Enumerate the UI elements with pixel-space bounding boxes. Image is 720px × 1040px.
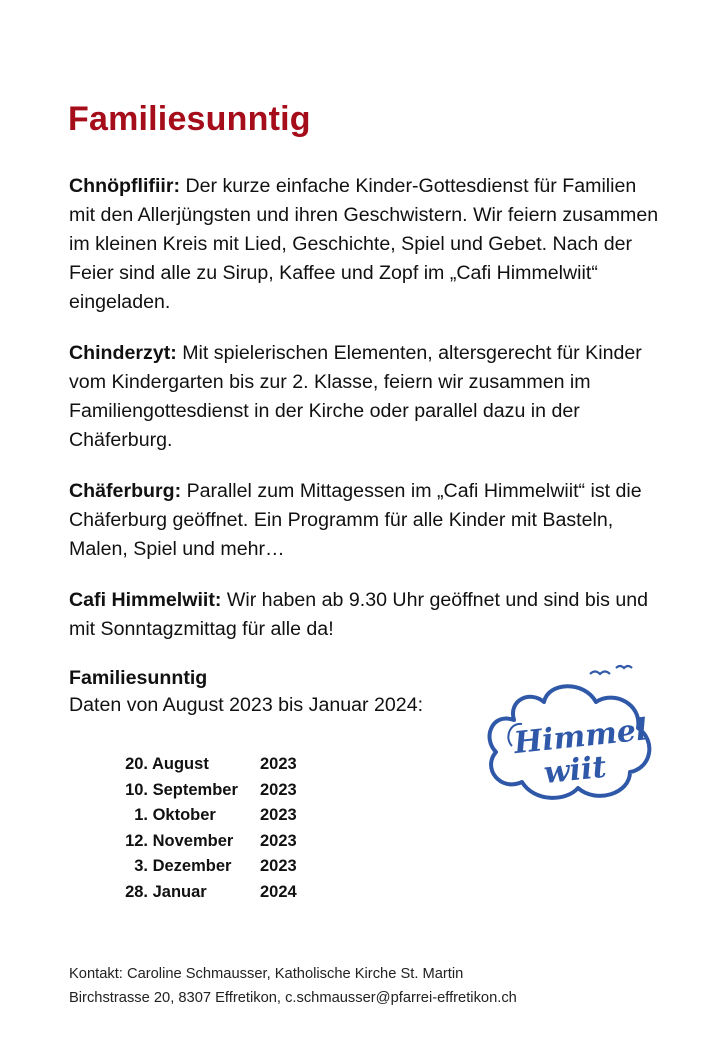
logo-text-himmel: Himmel xyxy=(512,712,649,762)
himmelwiit-logo xyxy=(474,660,658,810)
section-term: Chäferburg: xyxy=(69,480,182,502)
date-day: 28. xyxy=(125,882,148,901)
date-day: 10. xyxy=(125,780,148,799)
date-list xyxy=(112,752,297,905)
date-month: Januar xyxy=(152,882,207,901)
date-month: August xyxy=(151,755,209,774)
section-chnoepflifiir xyxy=(69,172,659,317)
section-chaeferburg xyxy=(69,477,659,564)
schedule-title: Familiesunntig xyxy=(69,667,208,689)
page-title: Familiesunntig xyxy=(68,100,311,138)
date-row xyxy=(112,803,297,829)
section-term: Chinderzyt: xyxy=(69,342,177,364)
section-text: Parallel zum Mittagessen im „Cafi Himmelwiit“ ist die Chäferburg geöffnet. Ein Programm für alle Kinder mit Basteln, Malen, Spiel und mehr… xyxy=(69,480,642,560)
bird-icon xyxy=(616,666,632,668)
date-row xyxy=(112,880,297,906)
contact-line-2: Birchstrasse 20, 8307 Effretikon, c.schmausser@pfarrei-effretikon.ch xyxy=(69,990,517,1006)
date-day: 12. xyxy=(125,831,148,850)
section-term: Cafi Himmelwiit: xyxy=(69,589,222,611)
date-year: 2023 xyxy=(260,857,297,876)
schedule-heading xyxy=(69,665,423,719)
date-month: Oktober xyxy=(152,806,216,825)
date-row xyxy=(112,752,297,778)
section-text: Mit spielerischen Elementen, altersgerecht für Kinder vom Kindergarten bis zur 2. Klasse, feiern wir zusammen im Familiengottesdienst in der Kirche oder parallel dazu in der Chäferburg. xyxy=(69,342,642,451)
date-day: 3. xyxy=(134,857,148,876)
section-cafi-himmelwiit xyxy=(69,586,659,644)
schedule-subtitle: Daten von August 2023 bis Januar 2024: xyxy=(69,694,424,716)
date-row xyxy=(112,854,297,880)
date-year: 2023 xyxy=(260,806,297,825)
logo-text-wiit: wiit xyxy=(542,749,608,792)
date-year: 2023 xyxy=(260,780,297,799)
bird-icon xyxy=(590,672,610,675)
section-term: Chnöpflifiir: xyxy=(69,175,180,197)
date-month: Dezember xyxy=(152,857,232,876)
contact-info xyxy=(69,962,517,1010)
date-row xyxy=(112,829,297,855)
date-month: November xyxy=(152,831,234,850)
section-chinderzyt xyxy=(69,339,659,455)
contact-line-1: Kontakt: Caroline Schmausser, Katholische Kirche St. Martin xyxy=(69,966,464,982)
date-month: September xyxy=(152,780,238,799)
section-text: Der kurze einfache Kinder-Gottesdienst für Familien mit den Allerjüngsten und ihren Geschwistern. Wir feiern zusammen im kleinen Kreis mit Lied, Geschichte, Spiel und Gebet. Nach der Feier sind alle zu Sirup, Kaffee und Zopf im „Cafi Himmelwiit“ eingeladen. xyxy=(69,175,659,313)
date-year: 2024 xyxy=(260,882,297,901)
date-year: 2023 xyxy=(260,831,297,850)
date-year: 2023 xyxy=(260,755,297,774)
section-text: Wir haben ab 9.30 Uhr geöffnet und sind bis und mit Sonntagzmittag für alle da! xyxy=(69,589,649,640)
date-day: 1. xyxy=(134,806,148,825)
date-day: 20. xyxy=(125,755,148,774)
date-row xyxy=(112,778,297,804)
